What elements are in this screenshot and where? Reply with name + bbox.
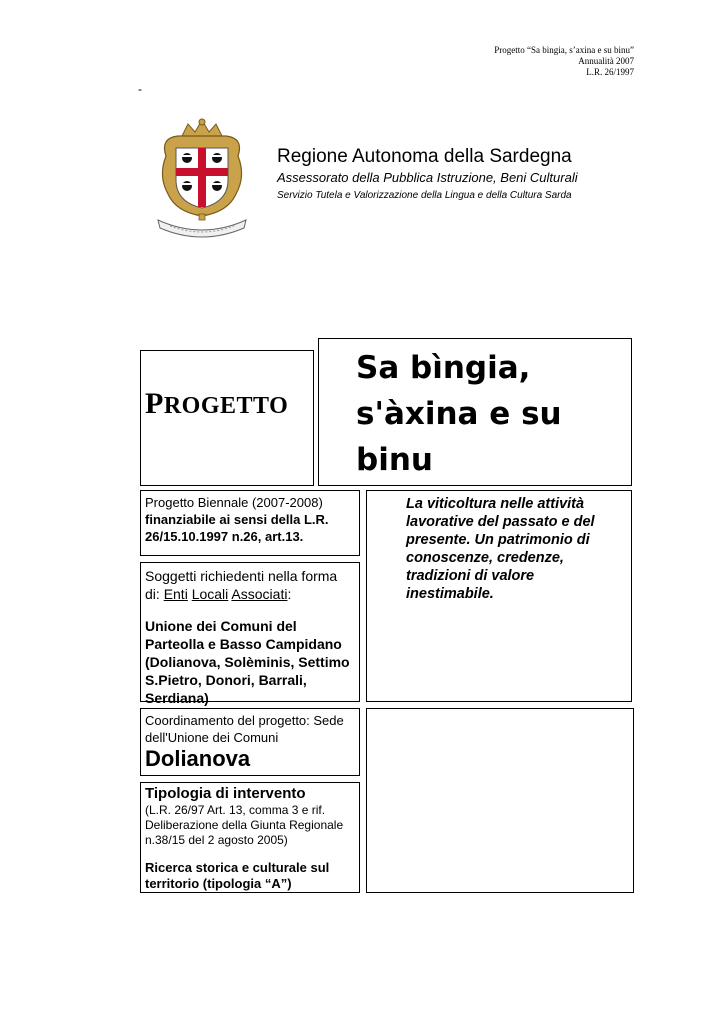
- applicants-word-associati: Associati: [231, 586, 288, 602]
- applicants-word-locali: Locali: [191, 586, 229, 602]
- project-label-rest: ROGETTO: [163, 393, 289, 419]
- header-law-line: L.R. 26/1997: [586, 67, 634, 77]
- intervention-type-heading: Tipologia di intervento: [145, 785, 306, 802]
- applicants-intro: [145, 567, 355, 603]
- applicants-colon: :: [287, 586, 292, 602]
- empty-box: [366, 708, 634, 893]
- org-department: Assessorato della Pubblica Istruzione, Beni Culturali: [277, 170, 578, 185]
- org-service: Servizio Tutela e Valorizzazione della Lingua e della Cultura Sarda: [277, 190, 572, 201]
- project-title: [356, 345, 562, 483]
- project-label: [145, 387, 288, 421]
- coordination-text: Coordinamento del progetto: Sede dell'Unione dei Comuni: [145, 713, 344, 745]
- coordination-box: [140, 708, 360, 776]
- sardinia-coat-of-arms-logo: [156, 116, 248, 240]
- intervention-type-description: Ricerca storica e culturale sul territorio (tipologia “A”): [145, 860, 330, 891]
- project-title-line-1: Sa bìngia,: [356, 350, 531, 386]
- applicants-word-enti: Enti: [163, 586, 188, 602]
- project-description: La viticoltura nelle attività lavorative del passato e del presente. Un patrimonio di conoscenze, credenze, tradizioni di valore inestimabile.: [406, 496, 595, 602]
- project-label-cap: P: [145, 387, 164, 420]
- org-name: Regione Autonoma della Sardegna: [277, 146, 572, 167]
- applicants-box: [140, 562, 360, 706]
- header-year-line: Annualità 2007: [578, 56, 634, 66]
- project-title-box: [318, 338, 632, 486]
- intervention-type-reference: (L.R. 26/97 Art. 13, comma 3 e rif. Deliberazione della Giunta Regionale n.38/15 del 2 agosto 2005): [145, 803, 344, 847]
- header-dash: -: [138, 82, 142, 96]
- header-project-line: Progetto “Sa bìngia, s’axina e su binu”: [494, 45, 634, 55]
- project-label-box: [140, 350, 314, 486]
- applicants-intro-text: Soggetti richiedenti nella forma di:: [145, 568, 338, 602]
- project-title-line-2: s'àxina e su: [356, 396, 562, 432]
- biennale-law: finanziabile ai sensi della L.R. 26/15.10.1997 n.26, art.13.: [145, 512, 329, 544]
- project-title-line-3: binu: [356, 442, 433, 478]
- biennale-text: Progetto Biennale (2007-2008): [145, 495, 323, 510]
- description-box: [366, 490, 632, 702]
- coordination-city: Dolianova: [145, 746, 251, 771]
- applicants-union: Unione dei Comuni del Parteolla e Basso Campidano (Dolianova, Solèminis, Settimo S.Pietro, Donori, Barrali, Serdiana): [145, 618, 350, 706]
- biennale-box: [140, 490, 360, 556]
- intervention-type-box: [140, 782, 360, 893]
